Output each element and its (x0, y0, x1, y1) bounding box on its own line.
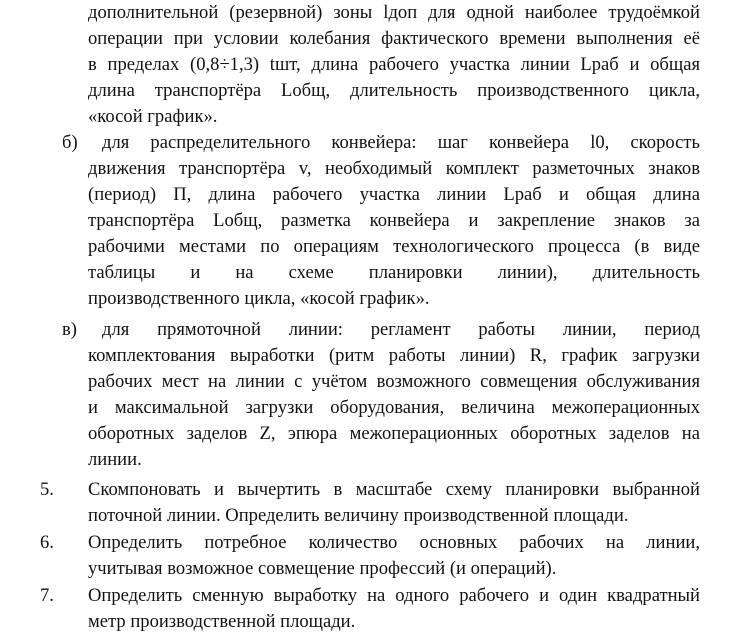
text-line: Скомпоновать и вычертить в масштабе схему планировки выбранной (88, 479, 700, 500)
text-line: оборотных заделов Z, эпюра межоперационных оборотных заделов на (88, 423, 700, 444)
text-line: Определить сменную выработку на одного рабочего и один квадратный (88, 585, 700, 606)
text-line: в пределах (0,8÷1,3) tшт, длина рабочего участка линии Lраб и общая (88, 54, 700, 75)
text-line: производственного цикла, «косой график». (88, 288, 430, 309)
text-line: длина транспортёра Lобщ, длительность производственного цикла, (88, 80, 700, 101)
text-line: операции при условии колебания фактического времени выполнения её (88, 28, 700, 49)
text-line: транспортёра Lобщ, разметка конвейера и закрепление знаков за (88, 210, 700, 231)
text-line: метр производственной площади. (88, 611, 356, 632)
text-line: линии. (88, 449, 142, 470)
text-line: учитывая возможное совмещение профессий (и операций). (88, 558, 557, 579)
list-number: 7. (40, 585, 54, 606)
list-marker: в) (62, 319, 77, 340)
text-line: рабочих мест на линии с учётом возможного совмещения обслуживания (88, 371, 700, 392)
text-line: «косой график». (88, 106, 218, 127)
text-line: движения транспортёра v, необходимый комплект разметочных знаков (88, 158, 700, 179)
text-line: Определить потребное количество основных рабочих на линии, (88, 532, 700, 553)
text-line: для распределительного конвейера: шаг конвейера l0, скорость (102, 132, 700, 153)
text-line: рабочими местами по операциям технологического процесса (в виде (88, 236, 700, 257)
text-line: комплектования выработки (ритм работы линии) R, график загрузки (88, 345, 700, 366)
list-marker: б) (62, 132, 78, 153)
text-line: (период) П, длина рабочего участка линии Lраб и общая длина (88, 184, 700, 205)
text-line: дополнительной (резервной) зоны lдоп для одной наиболее трудоёмкой (88, 2, 700, 23)
list-number: 6. (40, 532, 54, 553)
text-line: и максимальной загрузки оборудования, величина межоперационных (88, 397, 700, 418)
text-line: поточной линии. Определить величину производственной площади. (88, 505, 629, 526)
text-line: таблицы и на схеме планировки линии), длительность (88, 262, 700, 283)
list-number: 5. (40, 479, 54, 500)
text-line: для прямоточной линии: регламент работы линии, период (102, 319, 700, 340)
